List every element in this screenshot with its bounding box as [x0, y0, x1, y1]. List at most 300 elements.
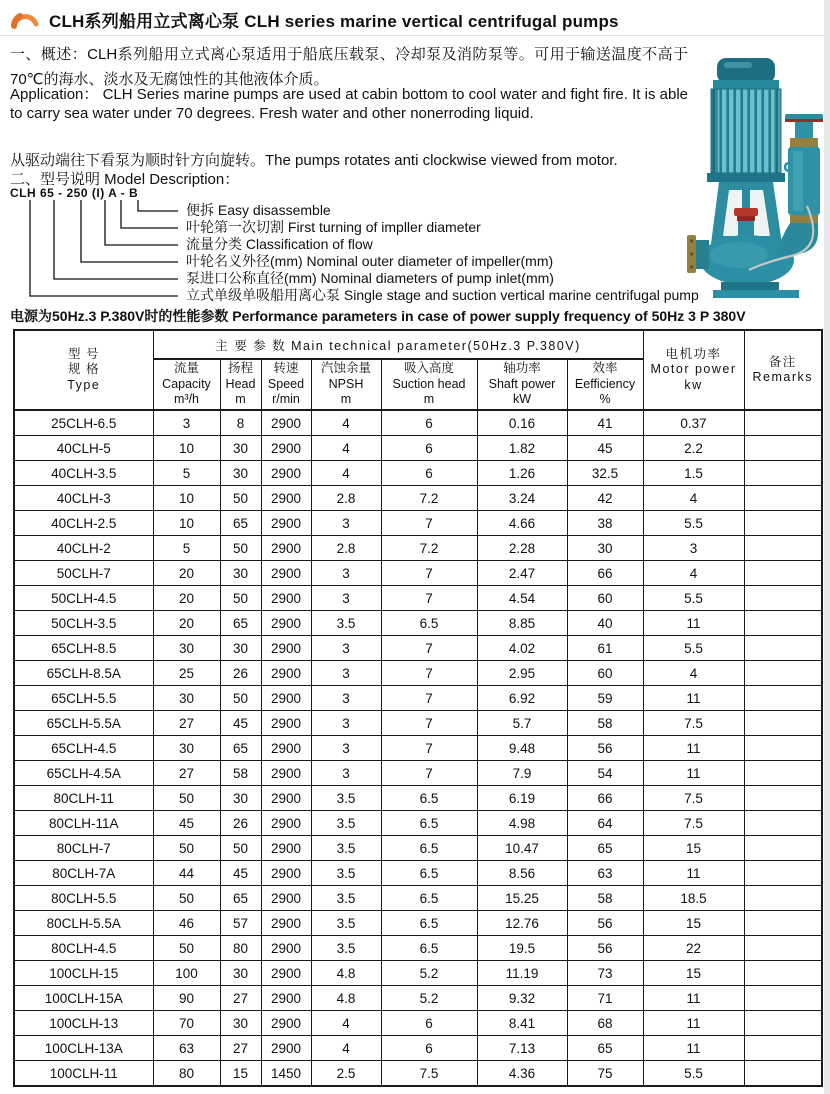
value-cell: 2900 [261, 486, 311, 511]
value-cell: 6.5 [381, 611, 477, 636]
value-cell: 15 [643, 911, 744, 936]
model-description-heading: 二、型号说明 Model Description： [10, 171, 240, 188]
table-row [14, 1061, 822, 1087]
value-cell: 1450 [261, 1061, 311, 1087]
model-cell: 100CLH-13A [14, 1036, 153, 1061]
model-cell: 65CLH-5.5 [14, 686, 153, 711]
value-cell: 8 [220, 410, 261, 436]
value-cell: 30 [220, 961, 261, 986]
value-cell: 41 [567, 410, 643, 436]
table-row [14, 410, 822, 436]
performance-table-body [14, 410, 822, 1086]
diagram-label-pump-type: 立式单级单吸船用离心泵 Single stage and suction vertical marine centrifugal pump [186, 287, 699, 303]
table-row [14, 511, 822, 536]
value-cell: 30 [220, 1011, 261, 1036]
value-cell: 6 [381, 1036, 477, 1061]
value-cell: 2900 [261, 686, 311, 711]
value-cell: 5.5 [643, 511, 744, 536]
value-cell: 50 [220, 486, 261, 511]
model-cell: 50CLH-4.5 [14, 586, 153, 611]
value-cell: 30 [220, 786, 261, 811]
value-cell: 80 [220, 936, 261, 961]
model-cell: 40CLH-3 [14, 486, 153, 511]
value-cell: 45 [220, 711, 261, 736]
overview-paragraph-en: Application： CLH Series marine pumps are used at cabin bottom to cool water and fight fire. It is able to carry sea water under 70 degrees. Fresh water and other nonerroding liquid. [10, 86, 688, 122]
remarks-cell [744, 1011, 822, 1036]
model-cell: 65CLH-8.5A [14, 661, 153, 686]
value-cell: 7 [381, 711, 477, 736]
value-cell: 7 [381, 561, 477, 586]
value-cell: 4.66 [477, 511, 567, 536]
value-cell: 3 [311, 711, 381, 736]
value-cell: 3 [311, 636, 381, 661]
remarks-cell [744, 410, 822, 436]
value-cell: 8.85 [477, 611, 567, 636]
value-cell: 3.5 [311, 836, 381, 861]
value-cell: 7.5 [381, 1061, 477, 1087]
value-cell: 15 [220, 1061, 261, 1087]
diagram-label-pump-inlet: 泵进口公称直径(mm) Nominal diameters of pump inlet(mm) [186, 270, 554, 286]
page-title-en: CLH series marine vertical centrifugal pumps [244, 12, 619, 31]
value-cell: 7.13 [477, 1036, 567, 1061]
table-row [14, 786, 822, 811]
table-row [14, 736, 822, 761]
value-cell: 10 [153, 511, 220, 536]
value-cell: 19.5 [477, 936, 567, 961]
remarks-cell [744, 586, 822, 611]
column-header-efficiency: 效率 Eefficiency % [567, 359, 643, 410]
value-cell: 65 [220, 511, 261, 536]
value-cell: 9.48 [477, 736, 567, 761]
value-cell: 3 [311, 661, 381, 686]
remarks-cell [744, 936, 822, 961]
value-cell: 2.28 [477, 536, 567, 561]
remarks-cell [744, 486, 822, 511]
value-cell: 7 [381, 686, 477, 711]
table-row [14, 461, 822, 486]
table-row [14, 636, 822, 661]
model-cell: 80CLH-11A [14, 811, 153, 836]
value-cell: 3 [311, 586, 381, 611]
value-cell: 11 [643, 736, 744, 761]
value-cell: 15.25 [477, 886, 567, 911]
column-header-capacity: 流量 Capacity m³/h [153, 359, 220, 410]
value-cell: 5 [153, 536, 220, 561]
table-row [14, 436, 822, 461]
value-cell: 12.76 [477, 911, 567, 936]
value-cell: 56 [567, 936, 643, 961]
value-cell: 11 [643, 861, 744, 886]
remarks-cell [744, 836, 822, 861]
remarks-cell [744, 1036, 822, 1061]
remarks-cell [744, 636, 822, 661]
pump-photo [687, 56, 825, 302]
value-cell: 30 [220, 561, 261, 586]
table-row [14, 936, 822, 961]
value-cell: 73 [567, 961, 643, 986]
value-cell: 59 [567, 686, 643, 711]
value-cell: 45 [567, 436, 643, 461]
value-cell: 7.5 [643, 786, 744, 811]
value-cell: 3.5 [311, 611, 381, 636]
table-row [14, 761, 822, 786]
value-cell: 7.2 [381, 536, 477, 561]
remarks-cell [744, 961, 822, 986]
value-cell: 42 [567, 486, 643, 511]
value-cell: 30 [153, 686, 220, 711]
diagram-label-easy-disassemble: 便拆 Easy disassemble [186, 202, 331, 218]
value-cell: 3.24 [477, 486, 567, 511]
value-cell: 2900 [261, 886, 311, 911]
value-cell: 7.5 [643, 811, 744, 836]
value-cell: 6 [381, 461, 477, 486]
value-cell: 2.8 [311, 486, 381, 511]
value-cell: 0.16 [477, 410, 567, 436]
model-cell: 65CLH-5.5A [14, 711, 153, 736]
model-code-diagram [10, 186, 715, 308]
value-cell: 4.98 [477, 811, 567, 836]
diagram-label-flow-class: 流量分类 Classification of flow [186, 236, 373, 252]
value-cell: 2900 [261, 586, 311, 611]
value-cell: 30 [567, 536, 643, 561]
value-cell: 50 [153, 786, 220, 811]
value-cell: 2900 [261, 511, 311, 536]
remarks-cell [744, 911, 822, 936]
remarks-cell [744, 511, 822, 536]
value-cell: 4.8 [311, 986, 381, 1011]
column-header-remarks: 备注 Remarks [744, 330, 822, 410]
value-cell: 30 [220, 461, 261, 486]
value-cell: 68 [567, 1011, 643, 1036]
value-cell: 27 [220, 1036, 261, 1061]
value-cell: 4 [643, 561, 744, 586]
value-cell: 3 [643, 536, 744, 561]
model-cell: 100CLH-11 [14, 1061, 153, 1087]
value-cell: 2.95 [477, 661, 567, 686]
value-cell: 100 [153, 961, 220, 986]
value-cell: 45 [220, 861, 261, 886]
value-cell: 3.5 [311, 911, 381, 936]
remarks-cell [744, 461, 822, 486]
model-cell: 65CLH-8.5 [14, 636, 153, 661]
model-cell: 40CLH-2 [14, 536, 153, 561]
model-cell: 40CLH-5 [14, 436, 153, 461]
page-title-zh: CLH系列船用立式离心泵 [49, 12, 240, 31]
value-cell: 1.5 [643, 461, 744, 486]
value-cell: 1.26 [477, 461, 567, 486]
value-cell: 4 [311, 410, 381, 436]
value-cell: 30 [153, 736, 220, 761]
table-row [14, 611, 822, 636]
value-cell: 6.5 [381, 786, 477, 811]
value-cell: 5.7 [477, 711, 567, 736]
value-cell: 11 [643, 1036, 744, 1061]
value-cell: 2.8 [311, 536, 381, 561]
value-cell: 2900 [261, 711, 311, 736]
value-cell: 5.2 [381, 986, 477, 1011]
table-row [14, 686, 822, 711]
value-cell: 75 [567, 1061, 643, 1087]
table-row [14, 711, 822, 736]
value-cell: 3.5 [311, 811, 381, 836]
column-header-npsh: 汽蚀余量 NPSH m [311, 359, 381, 410]
model-cell: 80CLH-7A [14, 861, 153, 886]
table-row [14, 536, 822, 561]
table-row [14, 861, 822, 886]
value-cell: 71 [567, 986, 643, 1011]
value-cell: 6.5 [381, 936, 477, 961]
model-cell: 65CLH-4.5A [14, 761, 153, 786]
table-row [14, 961, 822, 986]
value-cell: 46 [153, 911, 220, 936]
remarks-cell [744, 761, 822, 786]
page-header [10, 7, 619, 32]
model-code: CLH 65 - 250 (I) A - B [10, 186, 139, 200]
value-cell: 20 [153, 561, 220, 586]
remarks-cell [744, 1061, 822, 1087]
value-cell: 22 [643, 936, 744, 961]
value-cell: 30 [220, 436, 261, 461]
value-cell: 60 [567, 586, 643, 611]
value-cell: 5.5 [643, 586, 744, 611]
value-cell: 4 [311, 436, 381, 461]
value-cell: 6.5 [381, 861, 477, 886]
value-cell: 57 [220, 911, 261, 936]
value-cell: 7 [381, 661, 477, 686]
value-cell: 11 [643, 686, 744, 711]
column-header-speed: 转速 Speed r/min [261, 359, 311, 410]
value-cell: 3.5 [311, 861, 381, 886]
value-cell: 3 [311, 736, 381, 761]
model-cell: 100CLH-13 [14, 1011, 153, 1036]
value-cell: 6.5 [381, 836, 477, 861]
value-cell: 30 [153, 636, 220, 661]
value-cell: 2900 [261, 786, 311, 811]
value-cell: 4 [643, 661, 744, 686]
remarks-cell [744, 861, 822, 886]
value-cell: 6.92 [477, 686, 567, 711]
column-header-head: 扬程 Head m [220, 359, 261, 410]
value-cell: 44 [153, 861, 220, 886]
performance-heading: 电源为50Hz.3 P.380V时的性能参数 Performance parameters in case of power supply frequency of 50Hz 3 P 380V [10, 308, 746, 324]
value-cell: 7 [381, 586, 477, 611]
remarks-cell [744, 686, 822, 711]
value-cell: 27 [220, 986, 261, 1011]
value-cell: 26 [220, 811, 261, 836]
value-cell: 20 [153, 586, 220, 611]
value-cell: 32.5 [567, 461, 643, 486]
value-cell: 27 [153, 761, 220, 786]
column-header-suction-head: 吸入高度 Suction head m [381, 359, 477, 410]
value-cell: 7 [381, 636, 477, 661]
value-cell: 54 [567, 761, 643, 786]
table-row [14, 1036, 822, 1061]
table-row [14, 486, 822, 511]
value-cell: 63 [567, 861, 643, 886]
remarks-cell [744, 986, 822, 1011]
column-header-type: 型 号 规 格 Type [14, 330, 153, 410]
value-cell: 4.8 [311, 961, 381, 986]
value-cell: 64 [567, 811, 643, 836]
table-row [14, 586, 822, 611]
value-cell: 50 [220, 686, 261, 711]
value-cell: 3.5 [311, 936, 381, 961]
value-cell: 4.02 [477, 636, 567, 661]
value-cell: 50 [153, 936, 220, 961]
value-cell: 65 [567, 836, 643, 861]
model-cell: 40CLH-3.5 [14, 461, 153, 486]
value-cell: 2900 [261, 911, 311, 936]
value-cell: 2900 [261, 561, 311, 586]
value-cell: 2.2 [643, 436, 744, 461]
model-cell: 80CLH-5.5 [14, 886, 153, 911]
value-cell: 50 [220, 536, 261, 561]
value-cell: 6 [381, 410, 477, 436]
value-cell: 6.5 [381, 811, 477, 836]
value-cell: 10.47 [477, 836, 567, 861]
value-cell: 4 [311, 1036, 381, 1061]
value-cell: 4 [311, 1011, 381, 1036]
model-cell: 40CLH-2.5 [14, 511, 153, 536]
model-cell: 80CLH-5.5A [14, 911, 153, 936]
value-cell: 30 [220, 636, 261, 661]
value-cell: 65 [220, 736, 261, 761]
value-cell: 58 [220, 761, 261, 786]
value-cell: 1.82 [477, 436, 567, 461]
value-cell: 6.19 [477, 786, 567, 811]
value-cell: 38 [567, 511, 643, 536]
remarks-cell [744, 561, 822, 586]
value-cell: 70 [153, 1011, 220, 1036]
value-cell: 50 [220, 586, 261, 611]
remarks-cell [744, 661, 822, 686]
value-cell: 27 [153, 711, 220, 736]
value-cell: 61 [567, 636, 643, 661]
value-cell: 3 [311, 686, 381, 711]
page-right-edge [824, 0, 830, 1094]
value-cell: 2900 [261, 661, 311, 686]
value-cell: 50 [220, 836, 261, 861]
table-row [14, 886, 822, 911]
model-cell: 25CLH-6.5 [14, 410, 153, 436]
value-cell: 4 [643, 486, 744, 511]
value-cell: 2900 [261, 461, 311, 486]
remarks-cell [744, 611, 822, 636]
value-cell: 3 [311, 761, 381, 786]
model-cell: 80CLH-4.5 [14, 936, 153, 961]
table-row [14, 661, 822, 686]
value-cell: 2900 [261, 811, 311, 836]
overview-paragraph-zh: 一、概述：CLH系列船用立式离心泵适用于船底压载泵、冷却泵及消防泵等。可用于输送温度不高于70℃的海水、淡水及无腐蚀性的其他液体介质。 [10, 46, 688, 88]
remarks-cell [744, 436, 822, 461]
model-cell: 80CLH-7 [14, 836, 153, 861]
value-cell: 2900 [261, 761, 311, 786]
table-row [14, 811, 822, 836]
value-cell: 15 [643, 836, 744, 861]
value-cell: 56 [567, 736, 643, 761]
value-cell: 7.5 [643, 711, 744, 736]
value-cell: 2.5 [311, 1061, 381, 1087]
value-cell: 2900 [261, 861, 311, 886]
value-cell: 58 [567, 711, 643, 736]
value-cell: 15 [643, 961, 744, 986]
value-cell: 5.5 [643, 636, 744, 661]
table-row [14, 1011, 822, 1036]
column-header-motor-power: 电机功率 Motor power kw [643, 330, 744, 410]
value-cell: 8.41 [477, 1011, 567, 1036]
remarks-cell [744, 736, 822, 761]
brand-arc-icon [10, 9, 40, 31]
value-cell: 2900 [261, 836, 311, 861]
value-cell: 2900 [261, 961, 311, 986]
value-cell: 50 [153, 836, 220, 861]
value-cell: 7.9 [477, 761, 567, 786]
value-cell: 5 [153, 461, 220, 486]
remarks-cell [744, 811, 822, 836]
value-cell: 10 [153, 436, 220, 461]
value-cell: 3 [153, 410, 220, 436]
value-cell: 65 [220, 886, 261, 911]
model-cell: 65CLH-4.5 [14, 736, 153, 761]
value-cell: 2900 [261, 611, 311, 636]
column-header-shaft-power: 轴功率 Shaft power kW [477, 359, 567, 410]
value-cell: 40 [567, 611, 643, 636]
table-row [14, 986, 822, 1011]
value-cell: 2900 [261, 410, 311, 436]
value-cell: 3 [311, 561, 381, 586]
value-cell: 3.5 [311, 886, 381, 911]
rotation-note: 从驱动端往下看泵为顺时针方向旋转。The pumps rotates anti clockwise viewed from motor. [10, 152, 618, 169]
value-cell: 45 [153, 811, 220, 836]
value-cell: 66 [567, 786, 643, 811]
value-cell: 2900 [261, 1011, 311, 1036]
value-cell: 5.5 [643, 1061, 744, 1087]
value-cell: 6.5 [381, 886, 477, 911]
value-cell: 10 [153, 486, 220, 511]
page-title [49, 7, 619, 32]
value-cell: 11 [643, 986, 744, 1011]
value-cell: 9.32 [477, 986, 567, 1011]
value-cell: 4 [311, 461, 381, 486]
value-cell: 20 [153, 611, 220, 636]
value-cell: 4.36 [477, 1061, 567, 1087]
value-cell: 3 [311, 511, 381, 536]
value-cell: 6 [381, 1011, 477, 1036]
value-cell: 2900 [261, 936, 311, 961]
value-cell: 80 [153, 1061, 220, 1087]
model-cell: 80CLH-11 [14, 786, 153, 811]
value-cell: 7 [381, 511, 477, 536]
value-cell: 2900 [261, 636, 311, 661]
table-row [14, 836, 822, 861]
diagram-label-impeller-diameter: 叶轮名义外径(mm) Nominal outer diameter of impeller(mm) [186, 253, 554, 269]
remarks-cell [744, 786, 822, 811]
value-cell: 26 [220, 661, 261, 686]
remarks-cell [744, 711, 822, 736]
value-cell: 65 [220, 611, 261, 636]
value-cell: 58 [567, 886, 643, 911]
value-cell: 0.37 [643, 410, 744, 436]
value-cell: 2900 [261, 736, 311, 761]
value-cell: 11 [643, 761, 744, 786]
value-cell: 66 [567, 561, 643, 586]
value-cell: 11.19 [477, 961, 567, 986]
value-cell: 7 [381, 761, 477, 786]
table-row [14, 561, 822, 586]
model-cell: 100CLH-15A [14, 986, 153, 1011]
value-cell: 90 [153, 986, 220, 1011]
value-cell: 4.54 [477, 586, 567, 611]
